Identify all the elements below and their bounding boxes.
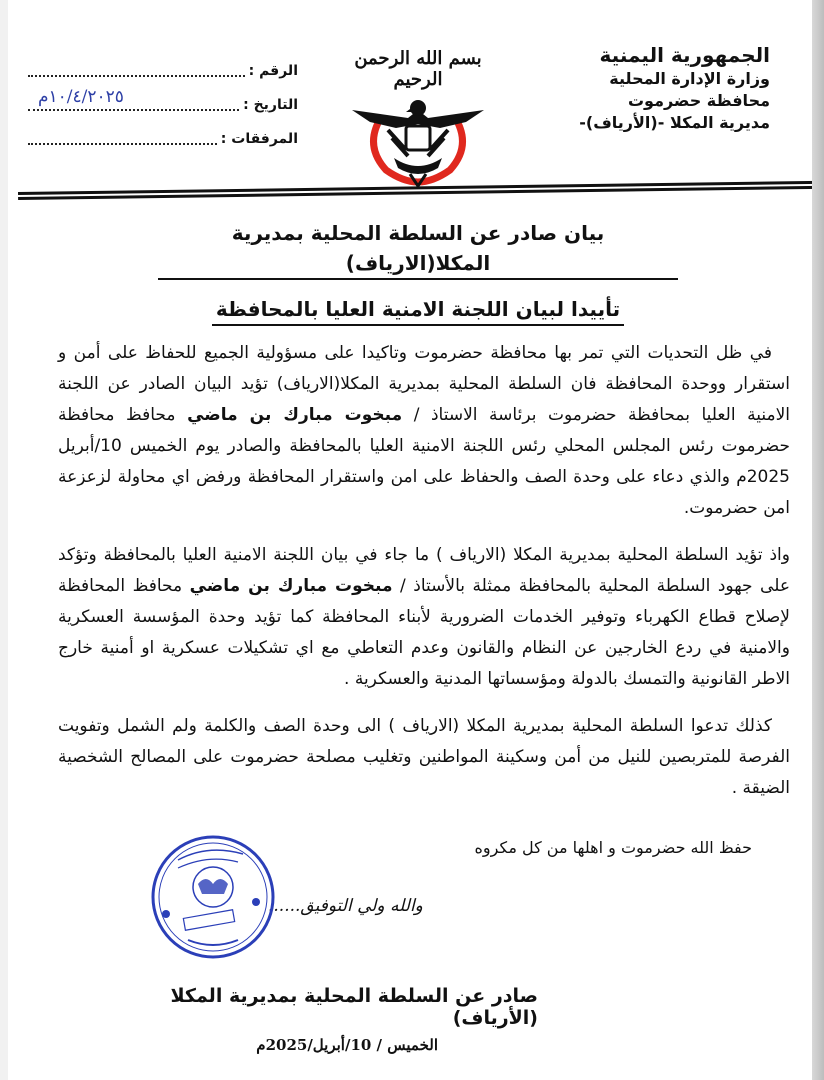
letterhead-left <box>28 54 298 156</box>
attachments-label: المرفقات : <box>220 131 298 147</box>
date-field <box>28 87 239 111</box>
emblem-block <box>348 48 488 183</box>
paragraph-3: كذلك تدعوا السلطة المحلية بمديرية المكلا (الارياف ) الى وحدة الصف والكلمة ولم الشمل وتفويت الفرصة للمتربصين للنيل من أمن وسكينة المواطنين وتغليب مصلحة حضرموت على المصالح الشخصية الضيقة . <box>58 716 790 798</box>
reference-number-label: الرقم : <box>248 63 298 79</box>
scan-edge <box>812 0 824 1080</box>
date-row <box>28 88 298 122</box>
issue-date: الخميس / 10/أبريل/2025م <box>256 1036 438 1054</box>
closing-prayer: حفظ الله حضرموت و اهلها من كل مكروه <box>474 838 752 857</box>
letterhead-right <box>520 42 770 134</box>
basmala-calligraphy: بسم الله الرحمن الرحيم <box>354 48 482 90</box>
attachments-row <box>28 122 298 156</box>
date-label: التاريخ : <box>243 97 298 113</box>
paragraph-1-text-b: محافظ محافظة حضرموت رئس المجلس المحلي رئس اللجنة الامنية العليا بالمحافظة والصادر يوم الخميس 10/أبريل 2025م والذي دعاء على وحدة الصف والحفاظ على امن واستقرار المحافظة ورفض اي محاولة لزعزعة امن حضرموت. <box>58 405 790 518</box>
statement-body <box>58 338 790 820</box>
statement-subtitle: تأييدا لبيان اللجنة الامنية العليا بالمحافظة <box>212 294 624 326</box>
governorate-name: محافظة حضرموت <box>627 91 770 110</box>
directorate-name: مديرية المكلا -(الأرياف)- <box>579 113 770 132</box>
attachments-field <box>28 133 217 145</box>
closing-blessing: والله ولي التوفيق...... <box>268 896 423 916</box>
reference-number-field <box>28 65 245 77</box>
governor-name: مبخوت مبارك بن ماضي <box>189 576 393 596</box>
paragraph-1-text-a: في ظل التحديات التي تمر بها محافظة حضرموت وتاكيدا على مسؤولية الجميع للحفاظ على أمن و استقرار ووحدة المحافظة فان السلطة المحلية بمديرية المكلا(الارياف) تؤيد البيان الصادر عن اللجنة الامنية العليا بمحافظة حضرموت برئاسة الاستاذ / <box>58 343 790 425</box>
official-stamp-icon <box>148 832 278 962</box>
reference-number-row <box>28 54 298 88</box>
issuer-signature: صادر عن السلطة المحلية بمديرية المكلا (الأرياف) <box>170 985 538 1029</box>
governor-name: مبخوت مبارك بن ماضي <box>187 405 403 425</box>
country-name: الجمهورية اليمنية <box>599 43 770 67</box>
ministry-name: وزارة الإدارة المحلية <box>609 69 770 88</box>
yemen-eagle-emblem-icon <box>348 88 488 188</box>
statement-titles <box>158 218 678 340</box>
statement-title: بيان صادر عن السلطة المحلية بمديرية المكلا(الارياف) <box>158 218 678 280</box>
paragraph-2-text-b: محافظ المحافظة لإصلاح قطاع الكهرباء وتوفير الخدمات الضرورية لأبناء المحافظة كما تؤيد وحدة المؤسسة العسكرية والامنية في ردع الخارجين عن النظام والقانون وعدم التعاطي مع اي تشكيلات عسكرية او أمنية خارج الاطر القانونية والتمسك بالدولة ومؤسساتها المدنية والعسكرية . <box>58 576 790 689</box>
paragraph-2 <box>58 540 790 695</box>
handwritten-date: ١٠/٤/٢٠٢٥م <box>38 87 124 107</box>
paragraph-2-text-a: واذ تؤيد السلطة المحلية بمديرية المكلا (الارياف ) ما جاء في بيان اللجنة الامنية العليا بالمحافظة وتؤكد على جهود السلطة المحلية بالمحافظة ممثلة بالأستاذ / <box>58 545 790 596</box>
paragraph-1 <box>58 338 790 524</box>
